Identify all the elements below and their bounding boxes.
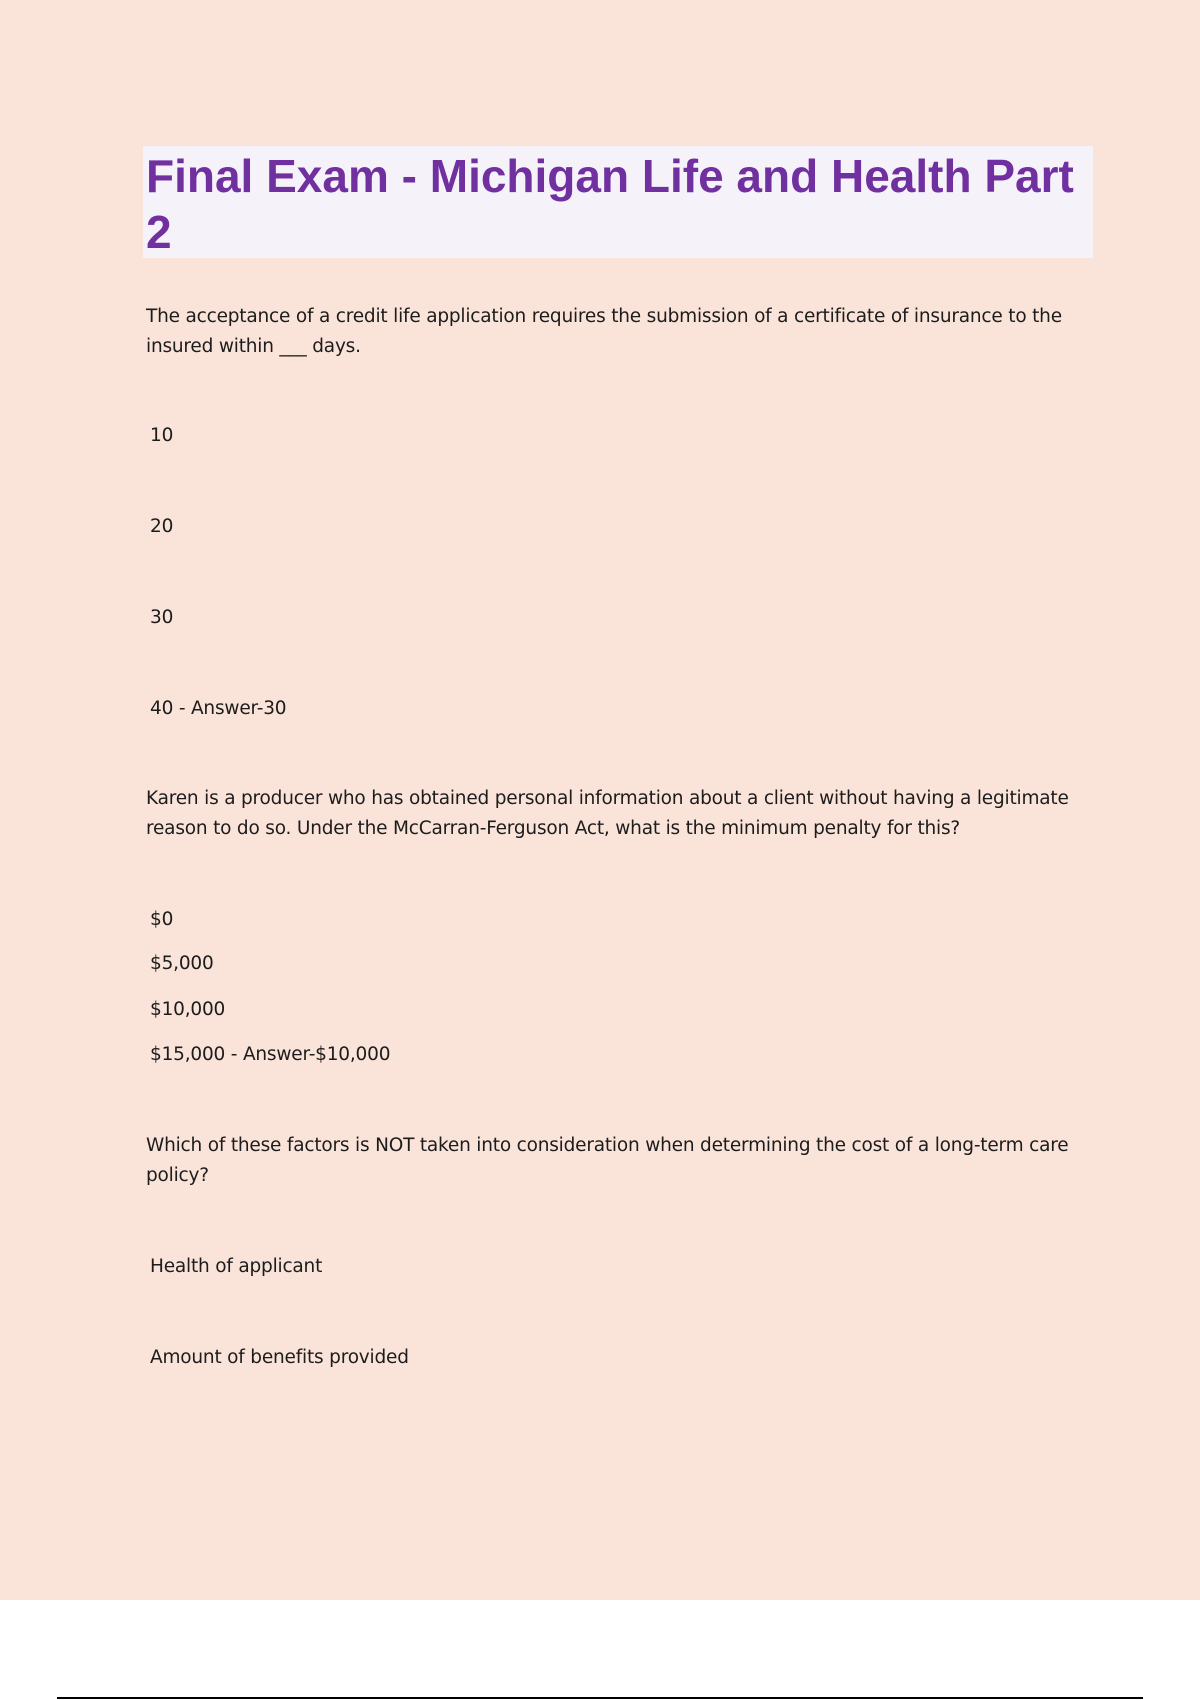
question-3-option-2: Amount of benefits provided: [150, 1347, 409, 1368]
question-1-option-4-answer: 40 - Answer-30: [150, 698, 287, 719]
question-1-option-2: 20: [150, 516, 174, 537]
question-2-text: Karen is a producer who has obtained personal information about a client without having a legitimate reason to do so. Under the McCarran-Ferguson Act, what is the minimum penalty for this?: [146, 788, 1069, 839]
footer-rule: [57, 1697, 1143, 1699]
question-2-option-4-answer: $15,000 - Answer-$10,000: [150, 1044, 391, 1065]
question-3-text: Which of these factors is NOT taken into consideration when determining the cost of a long-term care policy?: [146, 1135, 1069, 1186]
question-1-option-1: 10: [150, 425, 174, 446]
document-title: Final Exam - Michigan Life and Health Part 2: [146, 150, 1074, 258]
question-3-option-1: Health of applicant: [150, 1256, 323, 1277]
question-1-text: The acceptance of a credit life application requires the submission of a certificate of insurance to the insured within ___ days.: [146, 306, 1062, 357]
question-2-option-2: $5,000: [150, 953, 214, 974]
question-2-option-3: $10,000: [150, 999, 226, 1020]
question-1-option-3: 30: [150, 607, 174, 628]
question-2-option-1: $0: [150, 909, 174, 930]
